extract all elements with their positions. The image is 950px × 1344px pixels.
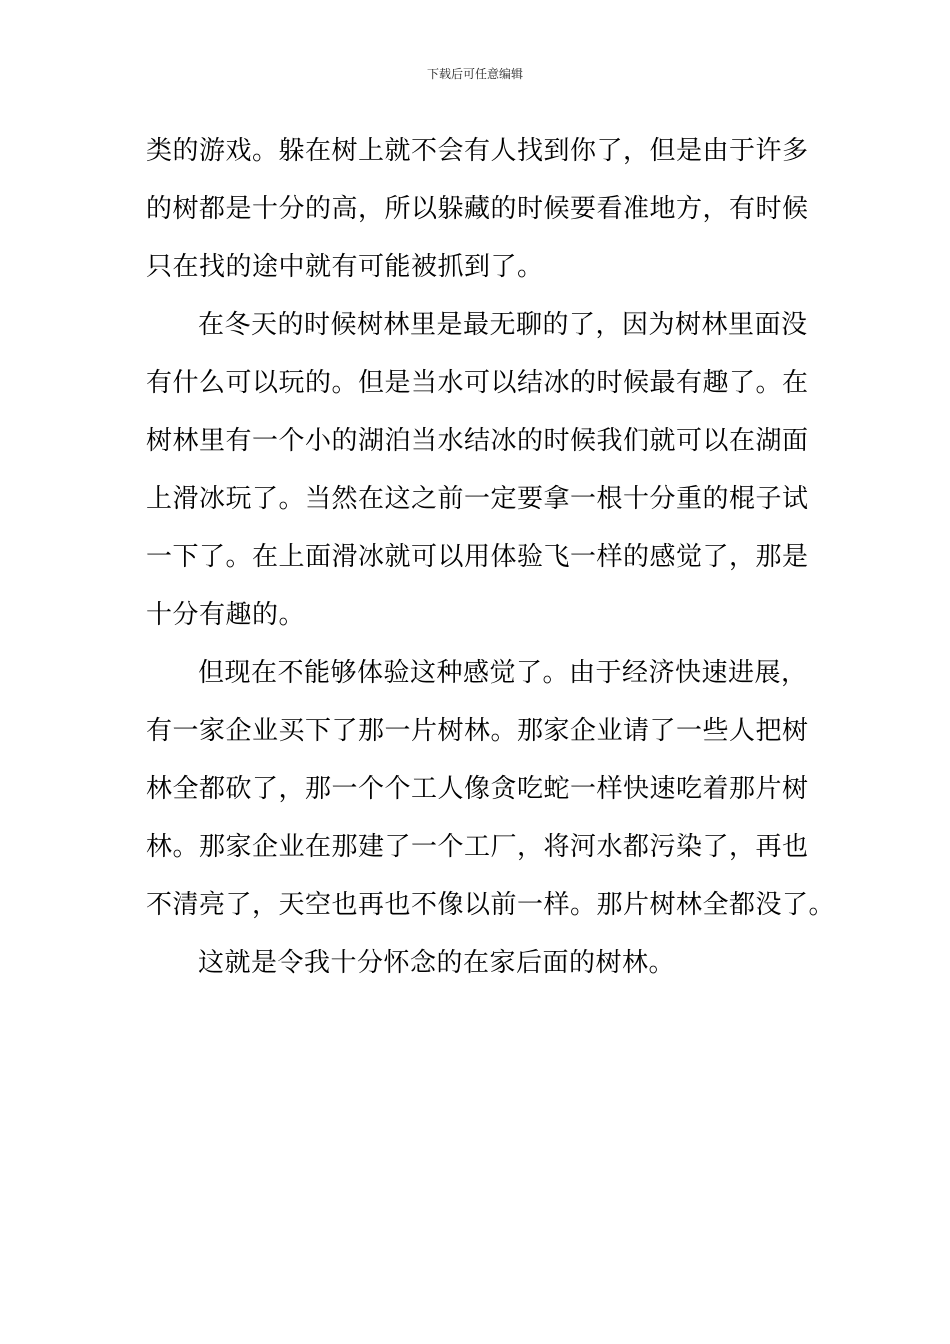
paragraph-first-line: 但现在不能够体验这种感觉了。由于经济快速进展，	[198, 658, 808, 688]
text-line: 不清亮了，天空也再也不像以前一样。那片树林全都没了。	[146, 890, 836, 920]
text-line: 的树都是十分的高，所以躲藏的时候要看准地方，有时候	[146, 194, 809, 224]
text-line: 只在找的途中就有可能被抓到了。	[146, 252, 544, 282]
text-line: 林全都砍了，那一个个工人像贪吃蛇一样快速吃着那片树	[146, 774, 809, 804]
text-line: 十分有趣的。	[146, 600, 306, 630]
text-line: 类的游戏。躲在树上就不会有人找到你了，但是由于许多	[146, 136, 809, 166]
text-line: 一下了。在上面滑冰就可以用体验飞一样的感觉了，那是	[146, 542, 809, 572]
text-line: 有什么可以玩的。但是当水可以结冰的时候最有趣了。在	[146, 368, 809, 398]
document-body	[146, 122, 836, 992]
page-header: 下载后可任意编辑	[426, 67, 523, 81]
text-line: 树林里有一个小的湖泊当水结冰的时候我们就可以在湖面	[146, 426, 809, 456]
text-line: 林。那家企业在那建了一个工厂，将河水都污染了，再也	[146, 832, 809, 862]
text-line: 有一家企业买下了那一片树林。那家企业请了一些人把树	[146, 716, 809, 746]
paragraph-first-line: 在冬天的时候树林里是最无聊的了，因为树林里面没	[198, 310, 808, 340]
text-line: 上滑冰玩了。当然在这之前一定要拿一根十分重的棍子试	[146, 484, 809, 514]
paragraph-first-line: 这就是令我十分怀念的在家后面的树林。	[198, 948, 676, 978]
